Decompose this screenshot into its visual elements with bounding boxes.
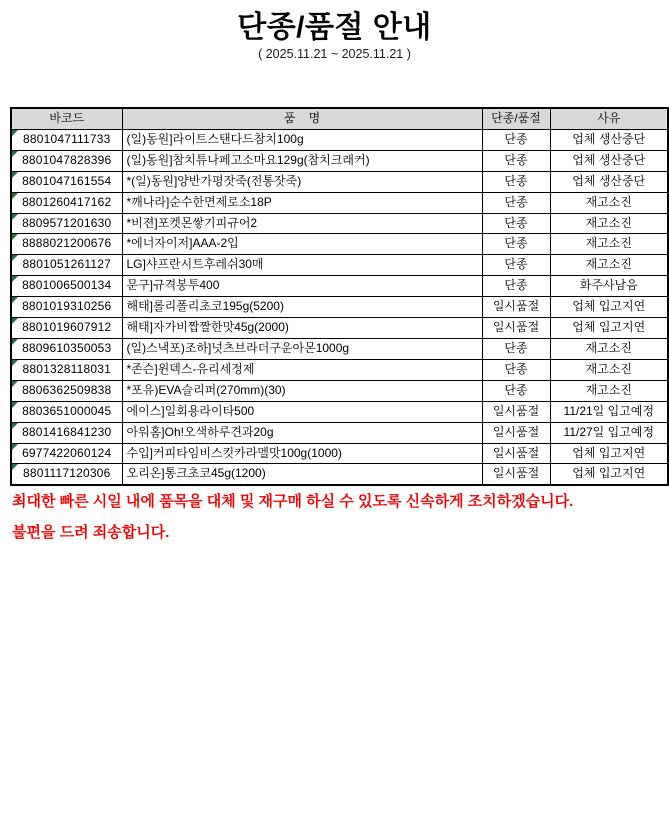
cell-error-indicator-icon — [12, 381, 18, 387]
product-name-cell: *존슨]윈덱스-유리세정제 — [122, 359, 482, 380]
status-cell: 일시품절 — [482, 297, 550, 318]
cell-error-indicator-icon — [12, 339, 18, 345]
status-cell: 단종 — [482, 359, 550, 380]
table-body — [11, 129, 668, 485]
status-cell: 일시품절 — [482, 464, 550, 485]
reason-cell: 업체 입고지연 — [550, 464, 668, 485]
reason-cell: 재고소진 — [550, 213, 668, 234]
status-cell: 일시품절 — [482, 401, 550, 422]
reason-cell: 업체 입고지연 — [550, 297, 668, 318]
cell-error-indicator-icon — [12, 172, 18, 178]
cell-error-indicator-icon — [12, 193, 18, 199]
barcode-value: 8801006500134 — [22, 278, 112, 293]
barcode-value: 8801047161554 — [22, 173, 112, 188]
cell-error-indicator-icon — [12, 151, 18, 157]
reason-cell: 업체 입고지연 — [550, 443, 668, 464]
barcode-value: 8801328118031 — [22, 361, 111, 376]
product-name-cell: (일)동원]라이트스탠다드참치100g — [122, 129, 482, 150]
product-name-cell: (일)스낵포)조하]넛츠브라더구운아몬1000g — [122, 338, 482, 359]
barcode-value: 8801051261127 — [22, 257, 111, 272]
product-name-cell: (일)동원]참치튜나페고소마요129g(참치크래커) — [122, 150, 482, 171]
barcode-value: 8888021200676 — [22, 236, 112, 251]
status-cell: 단종 — [482, 150, 550, 171]
discontinued-products-table — [10, 107, 669, 486]
date-range: ( 2025.11.21 ~ 2025.11.21 ) — [258, 47, 411, 61]
barcode-cell — [11, 359, 122, 380]
table-row — [11, 422, 668, 443]
product-name-cell: 해태]자가비짭짤한맛45g(2000) — [122, 318, 482, 339]
table-row — [11, 255, 668, 276]
product-name-cell: *포유)EVA슬리퍼(270mm)(30) — [122, 380, 482, 401]
barcode-cell — [11, 464, 122, 485]
status-cell: 단종 — [482, 255, 550, 276]
status-cell: 일시품절 — [482, 443, 550, 464]
status-cell: 단종 — [482, 129, 550, 150]
reason-cell: 업체 생산중단 — [550, 171, 668, 192]
barcode-value: 8801047828396 — [22, 152, 112, 167]
table-header-row — [11, 108, 668, 129]
status-cell: 일시품절 — [482, 422, 550, 443]
product-name-cell: *에너자이저]AAA-2입 — [122, 234, 482, 255]
reason-cell: 재고소진 — [550, 338, 668, 359]
cell-error-indicator-icon — [12, 130, 18, 136]
product-name-cell: *(일)동원]양반가평잣죽(전통잣죽) — [122, 171, 482, 192]
status-cell: 단종 — [482, 276, 550, 297]
barcode-value: 6977422060124 — [22, 445, 112, 460]
reason-cell: 11/27일 입고예정 — [550, 422, 668, 443]
barcode-value: 8801416841230 — [22, 424, 112, 439]
product-name-cell: 수입]커피타임비스킷카라멜맛100g(1000) — [122, 443, 482, 464]
barcode-cell — [11, 213, 122, 234]
barcode-cell — [11, 380, 122, 401]
table-row — [11, 213, 668, 234]
barcode-value: 8801260417162 — [22, 194, 112, 209]
table-row — [11, 234, 668, 255]
reason-cell: 11/21일 입고예정 — [550, 401, 668, 422]
header-product-name: 품 명 — [122, 108, 482, 129]
barcode-value: 8801019607912 — [22, 320, 112, 335]
header-reason: 사유 — [550, 108, 668, 129]
cell-error-indicator-icon — [12, 360, 18, 366]
status-cell: 단종 — [482, 171, 550, 192]
table-row — [11, 359, 668, 380]
table-row — [11, 129, 668, 150]
reason-cell: 업체 생산중단 — [550, 129, 668, 150]
barcode-cell — [11, 129, 122, 150]
barcode-cell — [11, 234, 122, 255]
status-cell: 단종 — [482, 380, 550, 401]
barcode-cell — [11, 401, 122, 422]
page-title: 단종/품절 안내 — [237, 11, 432, 44]
barcode-value: 8809571201630 — [22, 215, 112, 230]
barcode-value: 8809610350053 — [22, 340, 112, 355]
barcode-cell — [11, 276, 122, 297]
status-cell: 단종 — [482, 338, 550, 359]
barcode-value: 8801019310256 — [22, 299, 112, 314]
reason-cell: 재고소진 — [550, 192, 668, 213]
barcode-cell — [11, 297, 122, 318]
barcode-cell — [11, 338, 122, 359]
barcode-cell — [11, 171, 122, 192]
product-name-cell: 해태]롤리폴리초코195g(5200) — [122, 297, 482, 318]
reason-cell: 재고소진 — [550, 359, 668, 380]
barcode-cell — [11, 443, 122, 464]
table-row — [11, 443, 668, 464]
product-name-cell: 오리온]통크초코45g(1200) — [122, 464, 482, 485]
product-name-cell: LG]샤프란시트후레쉬30매 — [122, 255, 482, 276]
barcode-cell — [11, 192, 122, 213]
status-cell: 일시품절 — [482, 318, 550, 339]
reason-cell: 재고소진 — [550, 234, 668, 255]
reason-cell: 업체 생산중단 — [550, 150, 668, 171]
table-row — [11, 338, 668, 359]
reason-cell: 화주사남음 — [550, 276, 668, 297]
cell-error-indicator-icon — [12, 402, 18, 408]
table-row — [11, 171, 668, 192]
footer-notice-line2: 불편을 드려 죄송합니다. — [12, 524, 170, 541]
status-cell: 단종 — [482, 234, 550, 255]
reason-cell: 재고소진 — [550, 255, 668, 276]
table-row — [11, 150, 668, 171]
table-row — [11, 380, 668, 401]
table-row — [11, 401, 668, 422]
cell-error-indicator-icon — [12, 255, 18, 261]
barcode-cell — [11, 318, 122, 339]
product-name-cell: 문구]규격봉투400 — [122, 276, 482, 297]
barcode-cell — [11, 150, 122, 171]
table-row — [11, 318, 668, 339]
barcode-value: 8801117120306 — [22, 466, 111, 481]
table-row — [11, 276, 668, 297]
footer-notice-line1: 최대한 빠른 시일 내에 품목을 대체 및 재구매 하실 수 있도록 신속하게 조치하겠습니다. — [12, 493, 574, 510]
barcode-value: 8803651000045 — [22, 403, 112, 418]
cell-error-indicator-icon — [12, 214, 18, 220]
header-status: 단종/품절 — [482, 108, 550, 129]
product-name-cell: *비젼]포켓몬쌓기피규어2 — [122, 213, 482, 234]
reason-cell: 업체 입고지연 — [550, 318, 668, 339]
barcode-value: 8806362509838 — [22, 382, 112, 397]
cell-error-indicator-icon — [12, 276, 18, 282]
table-row — [11, 192, 668, 213]
table-row — [11, 297, 668, 318]
header-barcode: 바코드 — [11, 108, 122, 129]
barcode-cell — [11, 255, 122, 276]
product-name-cell: 아워홈]Oh!오색하루견과20g — [122, 422, 482, 443]
barcode-cell — [11, 422, 122, 443]
product-name-cell: 에이스]일회용라이타500 — [122, 401, 482, 422]
product-name-cell: *깨나라]순수한면제로소18P — [122, 192, 482, 213]
barcode-value: 8801047111733 — [22, 131, 111, 146]
reason-cell: 재고소진 — [550, 380, 668, 401]
cell-error-indicator-icon — [12, 444, 18, 450]
cell-error-indicator-icon — [12, 234, 18, 240]
status-cell: 단종 — [482, 192, 550, 213]
cell-error-indicator-icon — [12, 423, 18, 429]
status-cell: 단종 — [482, 213, 550, 234]
cell-error-indicator-icon — [12, 318, 18, 324]
cell-error-indicator-icon — [12, 297, 18, 303]
footer-notice — [12, 492, 661, 554]
table-row — [11, 464, 668, 485]
cell-error-indicator-icon — [12, 464, 18, 470]
